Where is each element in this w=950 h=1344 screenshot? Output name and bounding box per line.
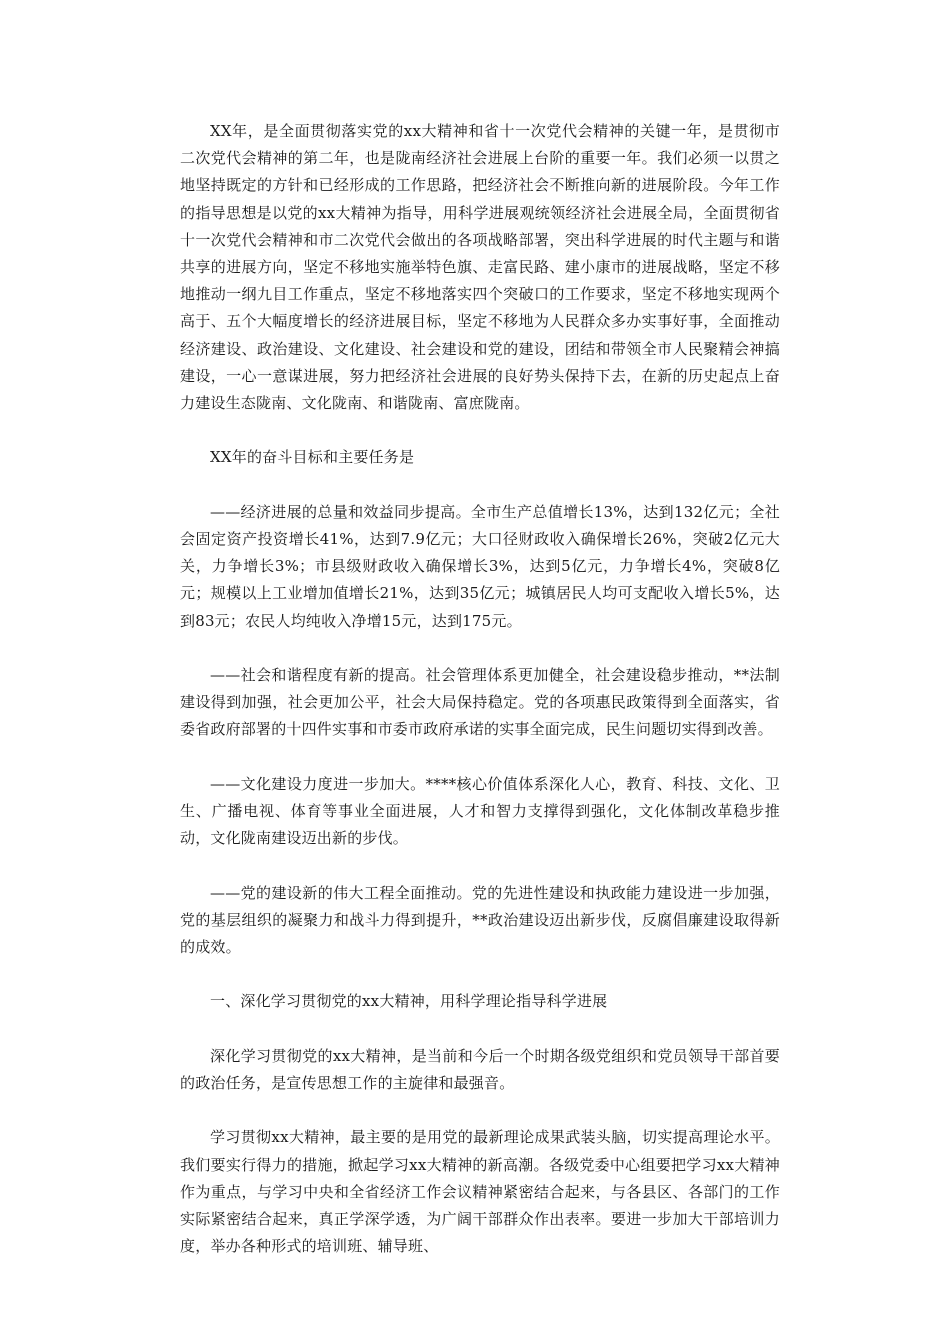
paragraph-culture: ——文化建设力度进一步加大。****核心价值体系深化人心，教育、科技、文化、卫生、广播电视、体育等事业全面进展，人才和智力支撑得到强化，文化体制改革稳步推动，文化陇南建设迈出新的步伐。 — [180, 774, 780, 848]
paragraph-study-intro: 深化学习贯彻党的xx大精神，是当前和今后一个时期各级党组织和党员领导干部首要的政治任务，是宣传思想工作的主旋律和最强音。 — [180, 1046, 780, 1092]
paragraph-party-building: ——党的建设新的伟大工程全面推动。党的先进性建设和执政能力建设进一步加强，党的基层组织的凝聚力和战斗力得到提升，**政治建设迈出新步伐，反腐倡廉建设取得新的成效。 — [180, 883, 780, 957]
paragraph-study-detail: 学习贯彻xx大精神，最主要的是用党的最新理论成果武装头脑，切实提高理论水平。我们要实行得力的措施，掀起学习xx大精神的新高潮。各级党委中心组要把学习xx大精神作为重点，与学习中央和全省经济工作会议精神紧密结合起来，与各县区、各部门的工作实际紧密结合起来，真正学深学透，为广阔干部群众作出表率。要进一步加大干部培训力度，举办各种形式的培训班、辅导班、 — [180, 1128, 780, 1256]
paragraph-intro: XX年，是全面贯彻落实党的xx大精神和省十一次党代会精神的关键一年，是贯彻市二次党代会精神的第二年，也是陇南经济社会进展上台阶的重要一年。我们必须一以贯之地坚持既定的方针和已经形成的工作思路，把经济社会不断推向新的进展阶段。今年工作的指导思想是以党的xx大精神为指导，用科学进展观统领经济社会进展全局，全面贯彻省十一次党代会精神和市二次党代会做出的各项战略部署，突出科学进展的时代主题与和谐共享的进展方向，坚定不移地实施举特色旗、走富民路、建小康市的进展战略，坚定不移地推动一纲九目工作重点，坚定不移地落实四个突破口的工作要求，坚定不移地实现两个高于、五个大幅度增长的经济进展目标，坚定不移地为人民群众多办实事好事，全面推动经济建设、政治建设、文化建设、社会建设和党的建设，团结和带领全市人民聚精会神搞建设，一心一意谋进展，努力把经济社会进展的良好势头保持下去，在新的历史起点上奋力建设生态陇南、文化陇南、和谐陇南、富庶陇南。 — [180, 122, 780, 413]
section-heading-one: 一、深化学习贯彻党的xx大精神，用科学理论指导科学进展 — [210, 992, 608, 1011]
paragraph-society: ——社会和谐程度有新的提高。社会管理体系更加健全，社会建设稳步推动，**法制建设得到加强，社会更加公平，社会大局保持稳定。党的各项惠民政策得到全面落实，省委省政府部署的十四件实事和市委市政府承诺的实事全面完成，民生问题切实得到改善。 — [180, 666, 780, 739]
document-body — [180, 118, 780, 1288]
paragraph-goals-heading: XX年的奋斗目标和主要任务是 — [210, 448, 415, 467]
paragraph-economy: ——经济进展的总量和效益同步提高。全市生产总值增长13%，达到132亿元；全社会固定资产投资增长41%，达到7.9亿元；大口径财政收入确保增长26%，突破2亿元大关，力争增长3%；市县级财政收入确保增长3%，达到5亿元，力争增长4%，突破8亿元；规模以上工业增加值增长21%，达到35亿元；城镇居民人均可支配收入增长5%，达到83元；农民人均纯收入净增15元，达到175元。 — [180, 502, 780, 630]
